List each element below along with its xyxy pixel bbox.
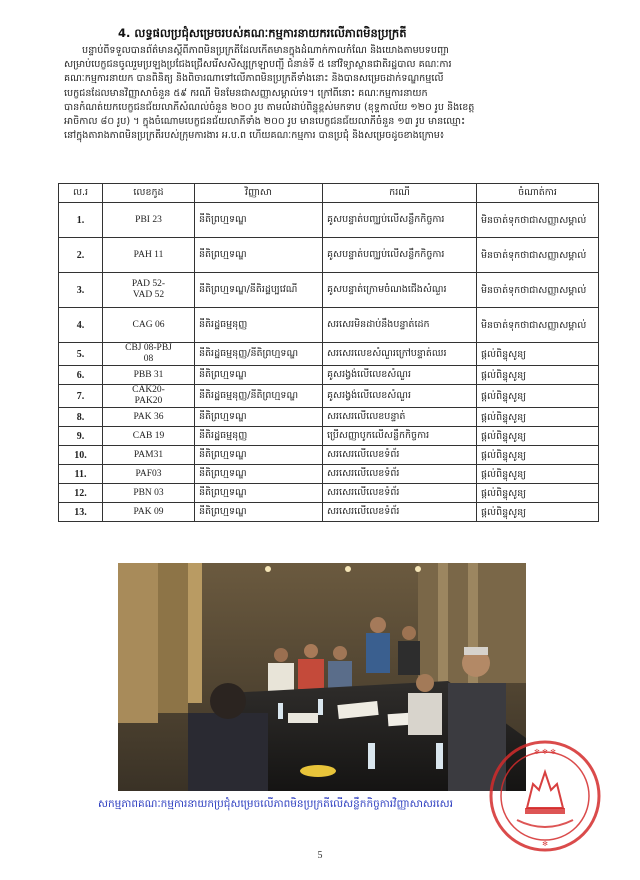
- section-heading: 4. លទ្ធផលប្រជុំសម្រេចរបស់គណៈកម្មការនាយករលើភាពមិនប្រក្រតី: [118, 26, 407, 40]
- table-row: [59, 465, 599, 484]
- table-row: [59, 203, 599, 238]
- table-row: [59, 343, 599, 366]
- table-row: [59, 408, 599, 427]
- cell-decision: ផ្ដល់ពិន្ទុសូន្យ: [477, 503, 599, 522]
- cell-subject: នីតិព្រហ្មទណ្ឌ/នីតិរដ្ឋប្បវេណី: [195, 273, 323, 308]
- official-seal-stamp: [487, 738, 603, 854]
- cell-subject: នីតិព្រហ្មទណ្ឌ: [195, 408, 323, 427]
- meeting-photo: [118, 563, 526, 791]
- paragraph-line: នៅក្នុងតារាងភាពមិនប្រក្រតីរបស់ក្រុមការងារ អ.ប.ព ហើយគណៈកម្មការ បានប្រជុំ និងសម្រេចដូចខាងក្រោម៖: [64, 130, 445, 142]
- table-header-row: [59, 184, 599, 203]
- cell-decision: មិនចាត់ទុកថាជាសញ្ញាសម្គាល់: [477, 308, 599, 343]
- cell-code: CAB 19: [103, 427, 195, 446]
- cell-case: សរសេរលើលេខទំព័រ: [323, 484, 477, 503]
- cell-subject: នីតិព្រហ្មទណ្ឌ: [195, 503, 323, 522]
- cell-decision: មិនចាត់ទុកថាជាសញ្ញាសម្គាល់: [477, 238, 599, 273]
- header-code: លេខកូដ: [103, 184, 195, 203]
- table-row: [59, 484, 599, 503]
- cell-subject: នីតិរដ្ឋធម្មនុញ្ញ/នីតិព្រហ្មទណ្ឌ: [195, 343, 323, 366]
- table-row: [59, 385, 599, 408]
- header-decision: ចំណាត់ការ: [477, 184, 599, 203]
- cell-no: 5.: [59, 343, 103, 366]
- cell-no: 12.: [59, 484, 103, 503]
- cell-no: 1.: [59, 203, 103, 238]
- cell-code: PBI 23: [103, 203, 195, 238]
- cell-decision: ផ្ដល់ពិន្ទុសូន្យ: [477, 385, 599, 408]
- paragraph-line: បន្ទាប់ពីទទួលបានព័ត៌មានស្ដីពីភាពមិនប្រក្រតីដែលកើតមានក្នុងដំណាក់កាលកំណែ និងយោងតាមបទបញ្ជា: [82, 45, 449, 56]
- cell-no: 9.: [59, 427, 103, 446]
- cell-code: CAG 06: [103, 308, 195, 343]
- header-case: ករណី: [323, 184, 477, 203]
- paragraph-line: អាចិកាល ៨០ រូប) ។ ក្នុងចំណោមបេក្ខជនជ័យលាភីទាំង ២០០ រូប មានបេក្ខជនជ័យលាភីចំនួន ១៣ រូប មានឈ្មោះ: [64, 116, 466, 128]
- cell-decision: ផ្ដល់ពិន្ទុសូន្យ: [477, 465, 599, 484]
- cell-case: សរសេរលើលេខទំព័រ: [323, 503, 477, 522]
- cell-subject: នីតិព្រហ្មទណ្ឌ: [195, 465, 323, 484]
- cell-no: 3.: [59, 273, 103, 308]
- cell-no: 11.: [59, 465, 103, 484]
- table-row: [59, 503, 599, 522]
- cell-subject: នីតិព្រហ្មទណ្ឌ: [195, 238, 323, 273]
- header-subject: វិញ្ញាសា: [195, 184, 323, 203]
- cell-subject: នីតិព្រហ្មទណ្ឌ: [195, 366, 323, 385]
- cell-code: PBB 31: [103, 366, 195, 385]
- paragraph-line: គណៈកម្មការនាយក បានពិនិត្យ និងពិចារណាទៅលើភាពមិនប្រក្រតីទាំងនោះ និងបានសម្រេចដាក់ទណ្ឌកម្មលើ: [64, 73, 444, 85]
- cell-case: សរសេរមិនដាប់នឹងបន្ទាត់ដេក: [323, 308, 477, 343]
- cell-no: 2.: [59, 238, 103, 273]
- cell-decision: ផ្ដល់ពិន្ទុសូន្យ: [477, 408, 599, 427]
- cell-no: 13.: [59, 503, 103, 522]
- irregularities-table: [58, 183, 599, 522]
- cell-code: PAK 36: [103, 408, 195, 427]
- svg-text:✻: ✻: [542, 840, 548, 848]
- cell-case: សរសេរលើលេខទំព័រ: [323, 465, 477, 484]
- paragraph-line: បានកំណត់យកបេក្ខជនជ័យលាភីសំណល់ចំនួន ២០០ រូប តាមលំដាប់ពិន្ទុខ្ពស់មកទាប (ខុទ្ទកាល័យ ១២០ រូប និងខេត្ត: [64, 101, 475, 113]
- cell-no: 10.: [59, 446, 103, 465]
- cell-case: គូសបន្ទាត់បញ្ឈប់លើសន្លឹកកិច្ចការ: [323, 203, 477, 238]
- table-row: [59, 308, 599, 343]
- cell-subject: នីតិព្រហ្មទណ្ឌ: [195, 446, 323, 465]
- header-no: ល.រ: [59, 184, 103, 203]
- cell-decision: មិនចាត់ទុកថាជាសញ្ញាសម្គាល់: [477, 273, 599, 308]
- cell-code: PAK 09: [103, 503, 195, 522]
- cell-decision: ផ្ដល់ពិន្ទុសូន្យ: [477, 484, 599, 503]
- cell-case: សរសេរលេខសំណួរក្រៅបន្ទាត់ឈរ: [323, 343, 477, 366]
- cell-code: CBJ 08-PBJ 08: [103, 343, 195, 366]
- table-row: [59, 238, 599, 273]
- cell-decision: ផ្ដល់ពិន្ទុសូន្យ: [477, 446, 599, 465]
- photo-caption: សកម្មភាពគណៈកម្មការនាយកប្រជុំសម្រេចលើភាពមិនប្រក្រតីលើសន្លឹកកិច្ចការវិញ្ញាសាសរសេរ: [98, 798, 453, 810]
- cell-no: 8.: [59, 408, 103, 427]
- cell-code: PAD 52- VAD 52: [103, 273, 195, 308]
- cell-subject: នីតិព្រហ្មទណ្ឌ: [195, 484, 323, 503]
- intro-paragraph: [64, 44, 584, 143]
- cell-case: សរសេរលើលេខទំព័រ: [323, 446, 477, 465]
- cell-no: 6.: [59, 366, 103, 385]
- cell-code: CAK20- PAK20: [103, 385, 195, 408]
- cell-case: គូសរង្វង់លើលេខសំណួរ: [323, 385, 477, 408]
- cell-case: គូសបន្ទាត់បញ្ឈប់លើសន្លឹកកិច្ចការ: [323, 238, 477, 273]
- cell-decision: ផ្ដល់ពិន្ទុសូន្យ: [477, 343, 599, 366]
- svg-text:✻ ✻ ✻: ✻ ✻ ✻: [533, 748, 557, 756]
- page-number: 5: [317, 850, 323, 861]
- meeting-photo-drawing: [118, 563, 526, 791]
- table-row: [59, 273, 599, 308]
- table-row: [59, 366, 599, 385]
- table-row: [59, 427, 599, 446]
- cell-decision: មិនចាត់ទុកថាជាសញ្ញាសម្គាល់: [477, 203, 599, 238]
- cell-decision: ផ្ដល់ពិន្ទុសូន្យ: [477, 366, 599, 385]
- cell-subject: នីតិរដ្ឋធម្មនុញ្ញ: [195, 308, 323, 343]
- cell-subject: នីតិព្រហ្មទណ្ឌ: [195, 203, 323, 238]
- table-row: [59, 446, 599, 465]
- cell-code: PBN 03: [103, 484, 195, 503]
- cell-decision: ផ្ដល់ពិន្ទុសូន្យ: [477, 427, 599, 446]
- cell-subject: នីតិរដ្ឋធម្មនុញ្ញ/នីតិព្រហ្មទណ្ឌ: [195, 385, 323, 408]
- cell-code: PAF03: [103, 465, 195, 484]
- cell-case: គូសបន្ទាត់ក្រោមចំណងជើងសំណួរ: [323, 273, 477, 308]
- cell-no: 7.: [59, 385, 103, 408]
- cell-code: PAM31: [103, 446, 195, 465]
- cell-subject: នីតិរដ្ឋធម្មនុញ្ញ: [195, 427, 323, 446]
- cell-case: ប្រើសញ្ញាបូកលើសន្លឹកកិច្ចការ: [323, 427, 477, 446]
- cell-no: 4.: [59, 308, 103, 343]
- paragraph-line: សម្រាប់បេក្ខជនចូលរួមប្រឡងប្រជែងជ្រើសរើសសិស្សក្រឡាបញ្ជី ជំនាន់ទី ៥ នៅវិទ្យាស្ថានជាតិរដ្ឋបាល គណៈការ: [64, 59, 452, 71]
- cell-case: គូសរង្វង់លើលេខសំណួរ: [323, 366, 477, 385]
- cell-code: PAH 11: [103, 238, 195, 273]
- paragraph-line: បេក្ខជនដែលមានវិញ្ញាសាចំនួន ៥៩ ករណី មិនមែនជាសញ្ញាសម្គាល់ទេ។ ក្រៅពីនោះ គណៈកម្មការនាយក: [64, 87, 428, 99]
- cell-case: សរសេរលើលេខបន្ទាត់: [323, 408, 477, 427]
